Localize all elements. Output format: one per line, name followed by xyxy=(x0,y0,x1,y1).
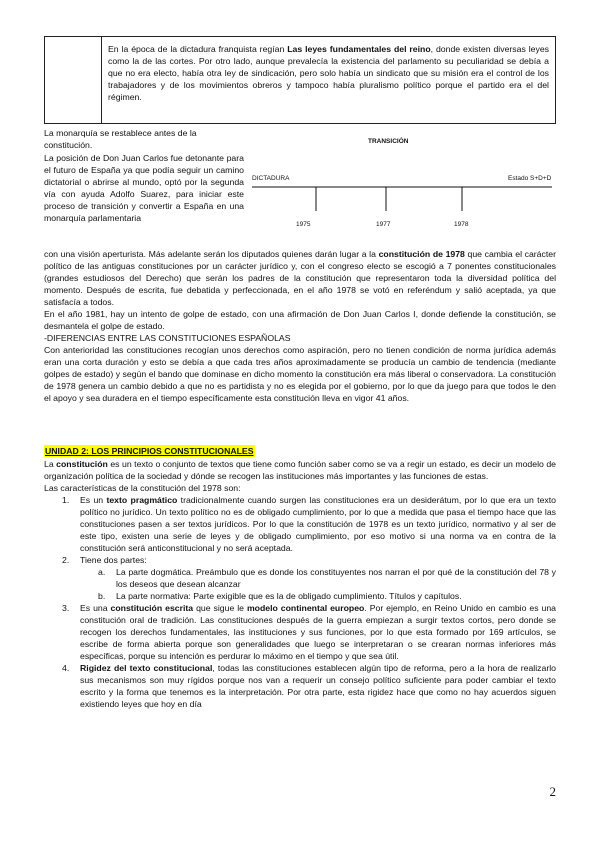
item-bold: texto pragmático xyxy=(106,495,178,505)
unit-lead: Las características de la constitución del 1978 son: xyxy=(44,483,241,493)
sub-list-item xyxy=(80,590,556,602)
juan-carlos-paragraph: La posición de Don Juan Carlos fue detonante para el futuro de España ya que podía seguir un camino dictatorial o abrirse al mundo, optó por la segunda vía con ayuda Adolfo Suarez, para iniciar este proceso de transición y convertir a España en una monarquía parlamentaria xyxy=(44,153,244,223)
unit-title: UNIDAD 2: LOS PRINCIPIOS CONSTITUCIONALES xyxy=(45,446,254,456)
timeline-year-label: 1978 xyxy=(454,221,469,228)
list-item xyxy=(44,662,556,710)
differences-heading: -DIFERENCIAS ENTRE LAS CONSTITUCIONES ESPAÑOLAS xyxy=(44,333,291,343)
table-text-pre: En la época de la dictadura franquista regían xyxy=(108,44,288,54)
unit-intro xyxy=(44,458,556,482)
table-text-post: , donde existen diversas leyes como la de las cortes. Por otro lado, aunque prevalecía la existencia del parlamento su peculiaridad se debía a que no era electo, había otra ley de sindicación, pero solo había un sindicato que su misión era el control de los trabajadores y de los movimientos obreros y tampoco había pluralismo político porque el partido era el del régimen. xyxy=(108,44,549,102)
timeline-year-label: 1977 xyxy=(376,221,391,228)
list-marker: 3. xyxy=(62,603,70,613)
unit-body xyxy=(44,458,556,710)
intro-pre: La xyxy=(44,459,57,469)
item-bold-2: modelo continental europeo xyxy=(246,603,365,613)
sub-text: La parte normativa: Parte exigible que es la de obligado cumplimiento. Títulos y capítulos. xyxy=(116,591,462,601)
intro-bold: constitución xyxy=(56,459,108,469)
item-post: . Por ejemplo, en Reino Unido en cambio es una constitución oral de tradición. Las constituciones después de la guerra empiezan a surgir textos cortos, pero donde se recogen los derechos fundamentales, las instituciones y sus funciones, por lo que esta formado por 169 artículos, se escribe de forma abierta porque son generalidades que luego se interpretaran o se crearan normas inferiores más específicas, porque su intención es perdurar lo máximo en el tiempo y que sea útil. xyxy=(80,603,557,661)
list-item xyxy=(44,494,556,554)
list-marker: 4. xyxy=(62,663,70,673)
item-text: Tiene dos partes: xyxy=(80,555,147,565)
table-empty-cell xyxy=(45,37,102,123)
monarchy-paragraph: La monarquía se restablece antes de la constitución. xyxy=(44,128,197,150)
list-marker: 1. xyxy=(62,495,70,505)
timeline-title: TRANSICIÓN xyxy=(368,138,409,145)
list-item xyxy=(44,554,556,602)
intro-post: es un texto o conjunto de textos que tiene como función saber como se va a regir un estado, es decir un modelo de organización política de la sociedad y dónde se recogen las instituciones más importantes y las funciones de estas. xyxy=(44,459,557,481)
page-number: 2 xyxy=(549,784,556,799)
item-mid: que sigue le xyxy=(193,603,247,613)
characteristics-list xyxy=(44,494,556,710)
franco-era-table xyxy=(44,36,556,124)
main-text xyxy=(44,248,556,404)
sub-marker: b. xyxy=(98,591,106,601)
table-text-bold: Las leyes fundamentales del reino xyxy=(287,44,431,54)
sub-list-item xyxy=(80,566,556,590)
item-bold: Rigidez del texto constitucional xyxy=(80,663,213,673)
sub-list xyxy=(80,566,556,602)
transition-timeline xyxy=(250,135,560,235)
previous-constitutions-paragraph: Con anterioridad las constituciones recogían unos derechos como aspiración, pero no tienen condición de norma jurídica además eran una corta duración y esto se debía a que cada tres años aproximadamente se producía un cambio de tendencia (mediante golpes de estado) y según el bando que dominase en dicho momento la constitución era más liberal o conservadora. La constitución de 1978 genera un cambio debido a que no es partidista y no es elegida por el gobierno, por lo que da juego para que todos le den el apoyo y sea duradera en el tiempo específicamente esta constitución lleva en vigor 41 años. xyxy=(44,345,556,403)
list-item xyxy=(44,602,556,662)
timeline-right-label: Estado S+D+D xyxy=(508,175,552,182)
item-post: tradicionalmente cuando surgen las constituciones era un desiderátum, por lo que era un texto político no jurídico. Un texto político no es de obligado cumplimiento, por lo que a medida que pasa el tiempo hace que las constituciones pasen a ser textos jurídicos. Por lo que la constitución de 1978 es un texto jurídico, normativo y al ser de este tipo, existen una serie de leyes y de obligado cumplimiento, por eso motivo si una norma va en contra de la constitución será anticonstitucional y no será aceptada. xyxy=(80,495,556,553)
p1-bold: constitución de 1978 xyxy=(378,249,465,259)
coup-paragraph: En el año 1981, hay un intento de golpe de estado, con una afirmación de Don Juan Carlos I, donde defiende la constitución, se desmantela el golpe de estado. xyxy=(44,309,556,331)
p1-pre: con una visión aperturista. Más adelante serán los diputados quienes darán lugar a la xyxy=(44,249,379,259)
item-bold: constitución escrita xyxy=(110,603,194,613)
sub-marker: a. xyxy=(98,567,106,577)
item-pre: Es un xyxy=(80,495,107,505)
timeline-year-label: 1975 xyxy=(296,221,311,228)
constitution-1978-paragraph xyxy=(44,248,556,308)
sub-text: La parte dogmática. Preámbulo que es donde los constituyentes nos narran el por qué de la constitución del 78 y los deseos que desean alcanzar xyxy=(116,567,556,589)
timeline-left-label: DICTADURA xyxy=(252,175,290,182)
item-post: , todas las constituciones establecen algún tipo de reforma, pero a la hora de realizarlo sus mecanismos son muy rígidos porque nos van a requerir un consejo político suficiente para poder cambiar el texto escrito y la forma que tenemos es la interpretación. Por otra parte, esta rigidez hace que como no hay acuerdos siguen existiendo leyes que hoy en día xyxy=(80,663,557,709)
list-marker: 2. xyxy=(62,555,70,565)
p1-post: que cambia el carácter político de las antiguas constituciones por un carácter jurídico y, con el congreso electo se escogió a 7 ponentes constitucionales (grandes estudiosos del Derecho) que serán los padres de la constitución que representaron toda la diversidad política del momento. Después de escrita, fue debatida y perfeccionada, en el año 1978 se votó en referéndum y salió aceptada, ya que satisfacía a todos. xyxy=(44,249,556,307)
timeline-graphic xyxy=(250,135,560,235)
item-pre: Es una xyxy=(80,603,111,613)
table-text-cell xyxy=(102,37,555,123)
